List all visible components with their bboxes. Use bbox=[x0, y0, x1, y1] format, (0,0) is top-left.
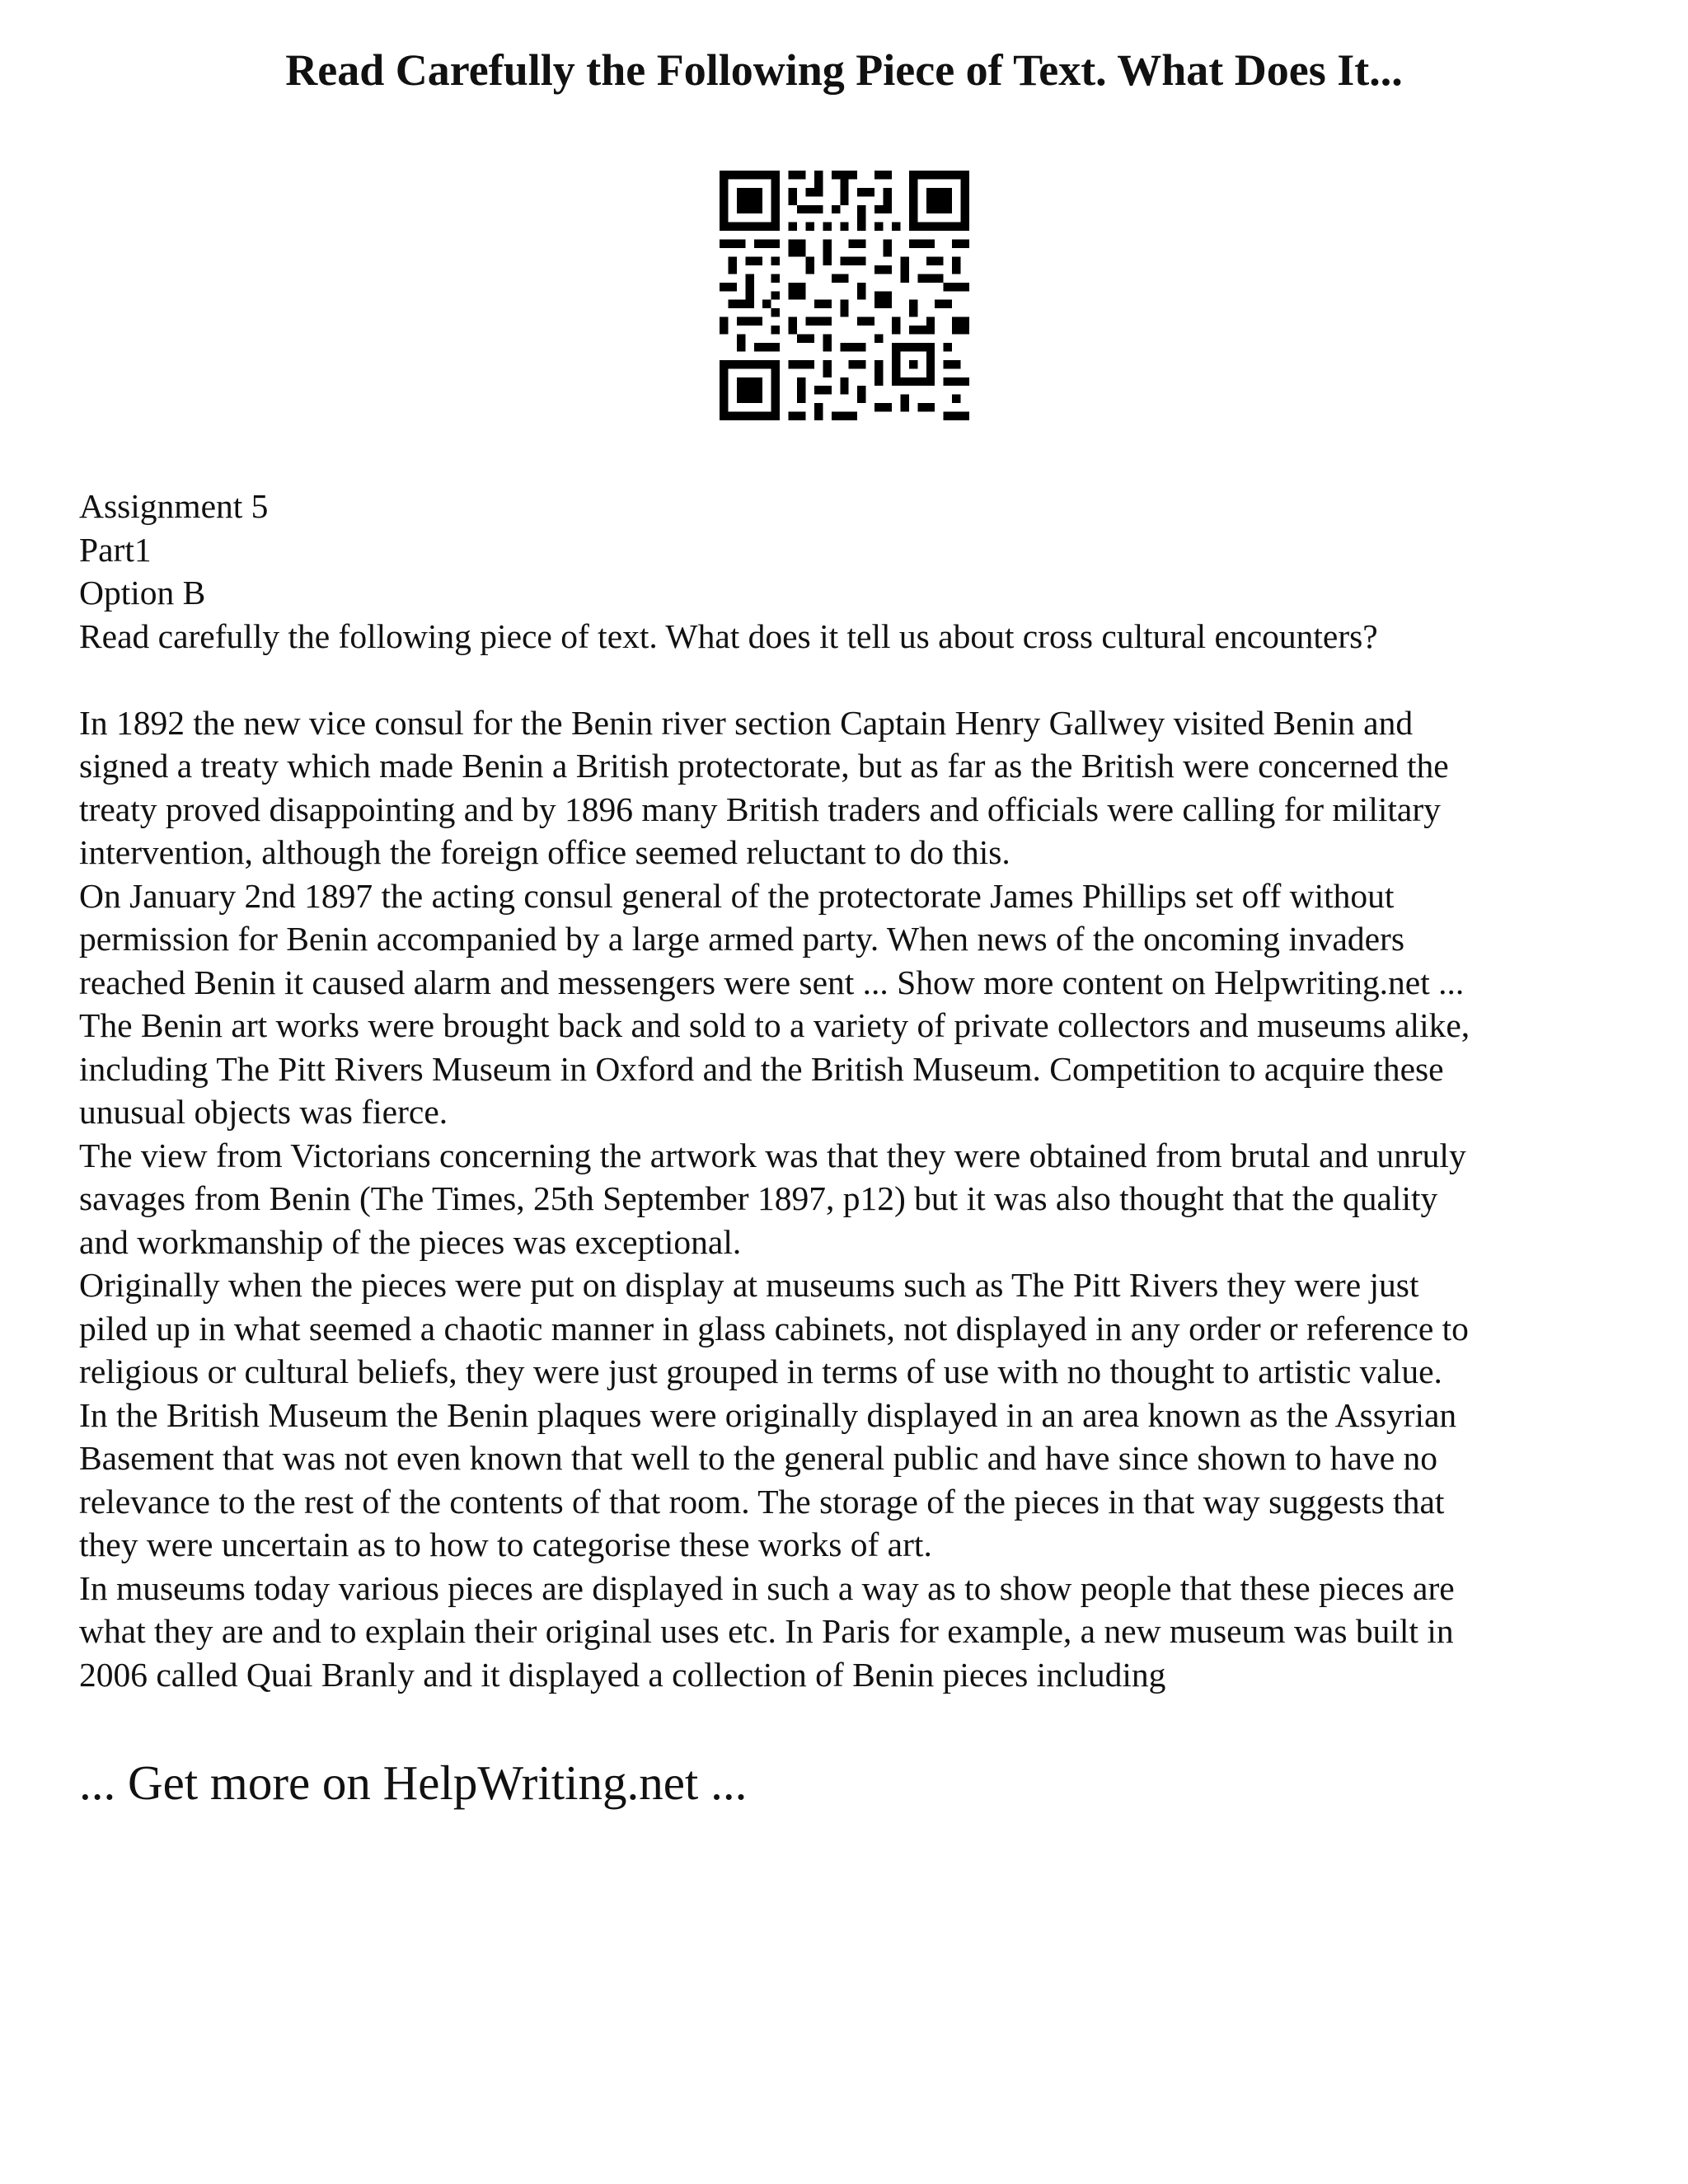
body-line: The view from Victorians concerning the artwork was that they were obtained from brutal and unruly bbox=[79, 1136, 1466, 1174]
body-line: relevance to the rest of the contents of that room. The storage of the pieces in that way suggests that bbox=[79, 1482, 1445, 1521]
body-line: what they are and to explain their original uses etc. In Paris for example, a new museum was built in bbox=[79, 1612, 1454, 1650]
body-line: they were uncertain as to how to categorise these works of art. bbox=[79, 1526, 932, 1563]
body-line: treaty proved disappointing and by 1896 many British traders and officials were calling for military bbox=[79, 790, 1441, 828]
body-line: savages from Benin (The Times, 25th September 1897, p12) but it was also thought that the quality bbox=[79, 1179, 1438, 1217]
body-line: Basement that was not even known that well to the general public and have since shown to have no bbox=[79, 1439, 1438, 1477]
qr-code-icon[interactable] bbox=[720, 171, 969, 420]
document-body bbox=[79, 485, 1629, 1696]
body-line: Originally when the pieces were put on display at museums such as The Pitt Rivers they were just bbox=[79, 1266, 1419, 1304]
body-line: permission for Benin accompanied by a large armed party. When news of the oncoming invaders bbox=[79, 920, 1405, 958]
body-line: reached Benin it caused alarm and messengers were sent ... Show more content on Helpwriting.net ... bbox=[79, 963, 1465, 1001]
body-line: religious or cultural beliefs, they were just grouped in terms of use with no thought to artistic value. bbox=[79, 1352, 1442, 1390]
body-line: In the British Museum the Benin plaques were originally displayed in an area known as the Assyrian bbox=[79, 1395, 1457, 1434]
body-line: including The Pitt Rivers Museum in Oxford and the British Museum. Competition to acquire these bbox=[79, 1049, 1444, 1088]
body-line: signed a treaty which made Benin a British protectorate, but as far as the British were concerned the bbox=[79, 747, 1449, 785]
body-line: piled up in what seemed a chaotic manner in glass cabinets, not displayed in any order or reference to bbox=[79, 1309, 1469, 1347]
page-title: Read Carefully the Following Piece of Text. What Does It... bbox=[285, 45, 1403, 95]
part-label: Part1 bbox=[79, 530, 152, 569]
get-more-link[interactable]: ... Get more on HelpWriting.net ... bbox=[79, 1755, 748, 1810]
body-line: The Benin art works were brought back and sold to a variety of private collectors and museums alike, bbox=[79, 1006, 1470, 1044]
body-line: On January 2nd 1897 the acting consul general of the protectorate James Phillips set off without bbox=[79, 876, 1395, 915]
body-line: intervention, although the foreign office seemed reluctant to do this. bbox=[79, 833, 1010, 871]
body-line: and workmanship of the pieces was exceptional. bbox=[79, 1222, 742, 1261]
body-line: In 1892 the new vice consul for the Benin river section Captain Henry Gallwey visited Benin and bbox=[79, 703, 1414, 742]
qr-code-graphic bbox=[720, 171, 969, 420]
body-line: unusual objects was fierce. bbox=[79, 1093, 448, 1131]
body-line: In museums today various pieces are displayed in such a way as to show people that these pieces are bbox=[79, 1568, 1455, 1607]
question-line: Read carefully the following piece of text. What does it tell us about cross cultural encounters? bbox=[79, 616, 1378, 655]
body-line: 2006 called Quai Branly and it displayed a collection of Benin pieces including bbox=[79, 1655, 1166, 1694]
assignment-label: Assignment 5 bbox=[79, 487, 269, 525]
option-label: Option B bbox=[79, 574, 206, 612]
paragraph-spacer bbox=[79, 658, 1629, 701]
